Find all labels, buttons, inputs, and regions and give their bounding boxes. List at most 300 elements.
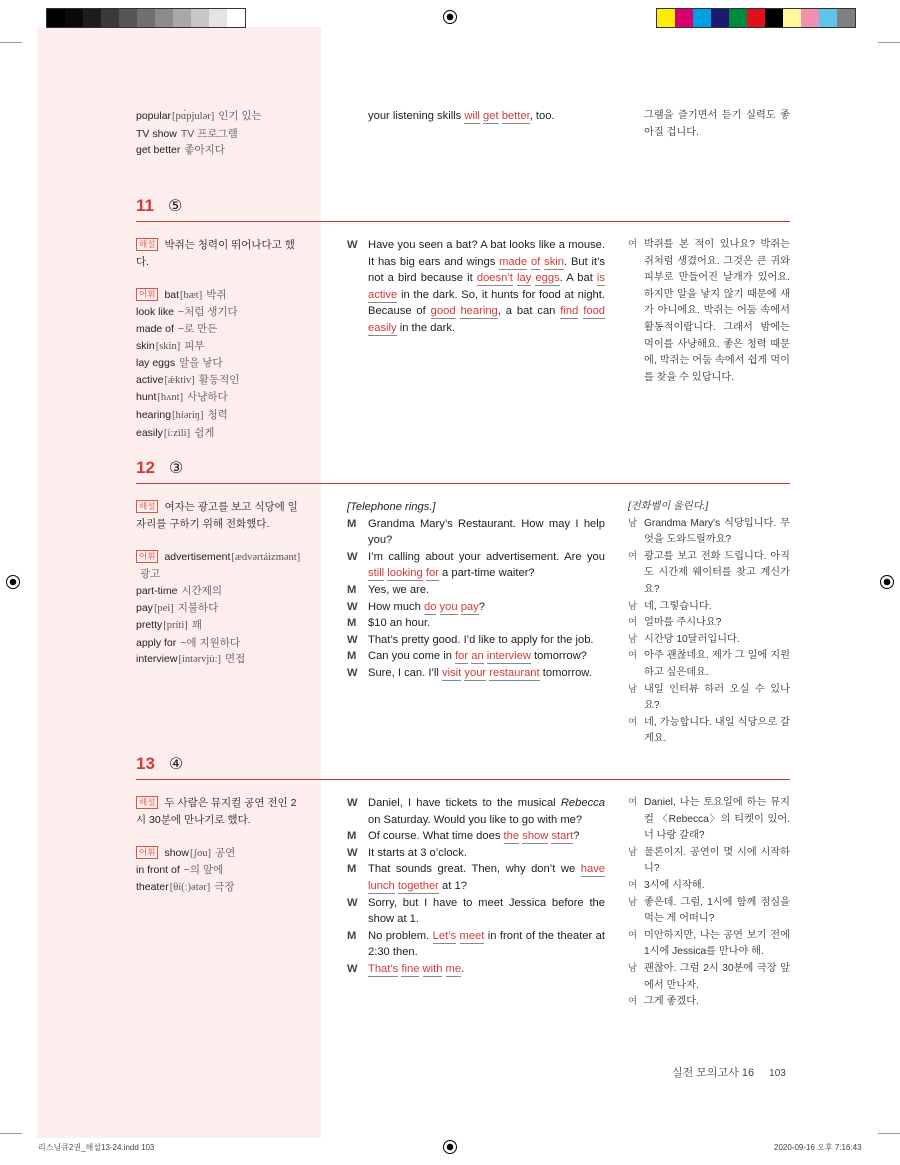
explanation-tag: 해설 [136, 500, 158, 513]
blank-answer: food [583, 305, 606, 318]
vocab-pronunciation: [ædvərtáizmənt] [231, 551, 301, 563]
dialogue-segment: Can you come in [368, 650, 456, 663]
dialogue-segment [456, 930, 459, 942]
speaker-label: M [347, 929, 357, 942]
blank-answer: with [422, 962, 443, 975]
vocab-item [136, 879, 306, 897]
translation-text: 그게 좋겠다. [644, 996, 699, 1008]
dialogue-segment: . But it’s not a bird because it [368, 255, 606, 285]
blank-answer: you [439, 600, 458, 613]
blank-answer: active [368, 288, 398, 301]
explanation-column [136, 795, 306, 897]
vocab-meaning: 공연 [214, 846, 236, 859]
vocab-item [136, 372, 306, 390]
blank-answer: easily [368, 321, 397, 334]
color-swatch [801, 9, 819, 27]
blank-answer: made [499, 255, 528, 268]
blank-answer: good [430, 305, 456, 318]
vocab-item [136, 142, 306, 159]
speaker-label: W [347, 962, 358, 975]
dialogue-line [347, 795, 605, 828]
dialogue-segment: Daniel, I have tickets to the musical [368, 797, 561, 809]
dialogue-line [347, 632, 605, 649]
vocab-item [136, 355, 306, 372]
spacer [136, 270, 306, 287]
registration-mark-icon [880, 575, 894, 589]
dialogue-line [347, 861, 605, 894]
color-swatch [65, 9, 83, 27]
dialogue-segment: in front of the theater at 2:30 then. [368, 929, 605, 959]
vocab-word: show [164, 846, 189, 859]
vocab-meaning: ~처럼 생기다 [177, 306, 238, 319]
color-swatch [83, 9, 101, 27]
dialogue-text [368, 582, 605, 599]
dialogue-line [347, 599, 605, 616]
crop-mark [0, 1133, 22, 1134]
registration-mark-icon [443, 1140, 457, 1154]
section-heading [136, 754, 183, 774]
vocab-meaning: 청력 [207, 408, 228, 421]
vocab-item [136, 304, 306, 321]
vocab-tag: 어휘 [136, 288, 158, 301]
explanation [136, 237, 306, 270]
explanation-tag: 해설 [136, 796, 158, 809]
dialogue [347, 795, 605, 978]
speaker-label: M [347, 830, 357, 843]
color-bar [656, 8, 856, 28]
dialogue-text [368, 795, 605, 828]
question-number: 11 [136, 196, 154, 215]
speaker-label-ko: 남 [628, 683, 638, 695]
speaker-label-ko: 여 [628, 239, 638, 250]
file-info: 리스닝큐2권_해설13-24.indd 103 [38, 1143, 155, 1152]
question-number: 12 [136, 458, 155, 477]
vocab-meaning: 꽤 [191, 619, 202, 632]
dialogue-segment: in the dark. So, it hunts for food at night. Because of [368, 288, 605, 318]
translation [628, 499, 790, 748]
dialogue-segment: in the dark. [396, 321, 456, 334]
vocab-word: lay eggs [136, 357, 176, 370]
dialogue-segment: . A bat [559, 272, 597, 285]
dialogue [347, 108, 605, 125]
speaker-label-ko: 남 [628, 633, 638, 645]
vocab-item [136, 126, 306, 143]
spacer [136, 532, 306, 549]
speaker-label: W [347, 633, 358, 646]
vocab-pronunciation: [skin] [155, 340, 181, 352]
dialogue-segment: tomorrow. [539, 666, 592, 679]
translation-line [628, 632, 790, 649]
vocab-word: theater [136, 880, 169, 893]
dialogue-segment: Sure, I can. I’ll [368, 666, 442, 679]
vocab-meaning: 극장 [214, 880, 235, 893]
vocab-item [136, 321, 306, 338]
explanation-text: 여자는 광고를 보고 식당에 일자리를 구하기 위해 전화했다. [136, 501, 298, 530]
vocab-word: in front of [136, 864, 180, 877]
speaker-label [347, 108, 368, 125]
vocab-word: apply for [136, 636, 177, 649]
explanation-text: 박쥐는 청력이 뛰어나다고 했다. [136, 239, 295, 268]
dialogue-segment: tomorrow? [530, 650, 587, 663]
vocab-word: interview [136, 653, 178, 666]
vocab-meaning: ~로 만든 [177, 322, 218, 335]
answer-choice: ③ [168, 460, 184, 477]
color-swatch [819, 9, 837, 27]
dialogue-line [347, 582, 605, 599]
blank-answer: better [501, 110, 530, 122]
vocab-pronunciation: [ʃou] [189, 847, 211, 859]
explanation-column [136, 499, 306, 669]
vocab-pronunciation: [ǽktiv] [164, 374, 195, 386]
translation-line [628, 994, 790, 1011]
color-swatch [173, 9, 191, 27]
color-swatch [209, 9, 227, 27]
registration-mark-icon [6, 575, 20, 589]
vocab-word: pay [136, 601, 153, 614]
translation-line [628, 961, 790, 994]
dialogue-text [368, 549, 605, 582]
translation-line [628, 928, 790, 961]
dialogue-segment: It starts at 3 o’clock. [368, 846, 467, 859]
blank-answer: restaurant [489, 666, 540, 679]
dialogue-text [368, 516, 605, 549]
vocab-word: hunt [136, 391, 157, 404]
vocab-item [136, 407, 306, 425]
color-swatch [227, 9, 245, 27]
translation-text: 광고를 보고 전화 드립니다. 아직도 시간제 웨이터를 찾고 계신가요? [644, 550, 790, 595]
vocab-pronunciation: [íntərvjùː] [178, 654, 222, 666]
color-swatch [765, 9, 783, 27]
vocab-tag: 어휘 [136, 550, 158, 563]
answer-choice: ④ [168, 756, 184, 773]
blank-answer: meet [459, 929, 485, 942]
vocab-word: skin [136, 339, 155, 352]
dialogue-text [368, 632, 605, 649]
vocab-meaning: 좋아지다 [184, 144, 225, 157]
dialogue-segment: Rebecca [560, 797, 605, 809]
blank-answer: start [551, 830, 574, 843]
speaker-label: W [347, 896, 358, 909]
vocab-meaning: ~에 지원하다 [180, 636, 241, 649]
section-heading [136, 458, 183, 478]
color-swatch [155, 9, 173, 27]
stage-direction-ko: [전화벨이 울린다.] [628, 501, 709, 512]
blank-answer: interview [486, 650, 531, 663]
crop-mark [878, 42, 900, 43]
vocab-pronunciation: [pei] [153, 602, 174, 614]
dialogue-text [368, 599, 605, 616]
blank-answer: find [560, 305, 579, 318]
dialogue-segment: your listening skills [368, 110, 465, 122]
vocab-word: bat [164, 288, 180, 301]
vocab-meaning: 광고 [140, 568, 161, 581]
speaker-label-ko: 여 [628, 879, 638, 891]
translation-line [628, 878, 790, 895]
speaker-label: W [347, 239, 358, 251]
question-number: 13 [136, 754, 155, 773]
vocab-word: made of [136, 322, 174, 335]
dialogue-text [368, 237, 605, 337]
page-footer [672, 1064, 786, 1080]
dialogue-segment: a part-time waiter? [438, 567, 535, 580]
speaker-label-ko: 여 [628, 550, 638, 562]
dialogue-segment: How much [368, 600, 424, 613]
vocab-pronunciation: [príti] [163, 620, 188, 632]
vocab-item [136, 108, 306, 126]
vocab-meaning: 알을 낳다 [179, 357, 223, 370]
vocab-meaning: 사냥하다 [187, 391, 228, 404]
vocab-word: pretty [136, 619, 163, 632]
speaker-label-ko: 남 [628, 962, 638, 974]
dialogue-text [368, 828, 605, 845]
dialogue-segment: Sorry, but I have to meet Jessica before the show at 1. [368, 896, 605, 926]
vocab-item [136, 425, 306, 443]
dialogue-segment: $10 an hour. [368, 617, 431, 630]
blank-answer: pay [460, 600, 479, 613]
dialogue-line [347, 615, 605, 632]
vocab-item [136, 389, 306, 407]
vocab-pronunciation: [pɑ́pjulər] [172, 111, 215, 122]
page-number: 103 [769, 1068, 786, 1079]
translation-line [628, 845, 790, 878]
vocab-word: popular [136, 110, 172, 122]
blank-answer: the [503, 830, 520, 843]
dialogue-text [368, 845, 605, 862]
speaker-label: W [347, 666, 358, 679]
dialogue-segment: That sounds great. Then, why don’t we [368, 863, 581, 876]
color-swatch [675, 9, 693, 27]
translation-line [628, 237, 790, 386]
section-divider [136, 221, 790, 222]
translation-line [628, 648, 790, 681]
spacer [136, 828, 306, 845]
vocab-item [136, 845, 306, 863]
speaker-label-ko: 여 [628, 797, 638, 808]
dialogue-segment: Of course. What time does [368, 830, 504, 843]
vocab-meaning: 면접 [225, 653, 246, 666]
explanation-text: 두 사람은 뮤지컬 공연 전인 2시 30분에 만나기로 했다. [136, 797, 297, 826]
translation-text: Grandma Mary’s 식당입니다. 무엇을 도와드릴까요? [644, 517, 790, 546]
vocab-word: part-time [136, 584, 178, 597]
dialogue-segment: I’m calling about your advertisement. Are you [368, 550, 605, 563]
translation-line [628, 895, 790, 928]
answer-choice: ⑤ [167, 198, 183, 215]
dialogue-text [368, 665, 605, 682]
blank-answer: fine [401, 962, 420, 975]
color-swatch [119, 9, 137, 27]
translation [628, 108, 790, 141]
vocab-meaning: 활동적인 [198, 373, 240, 386]
blank-answer: doesn’t [476, 272, 513, 285]
vocab-word: active [136, 373, 164, 386]
timestamp: 2020-09-16 오후 7:16:43 [774, 1143, 862, 1152]
vocab-word: look like [136, 306, 174, 319]
stage-direction: [Telephone rings.] [347, 501, 436, 513]
dialogue-line [347, 895, 605, 928]
vocab-pronunciation: [θí(ː)ətər] [169, 881, 211, 893]
vocab-item [136, 635, 306, 652]
vocab-item [136, 583, 306, 600]
translation-line [628, 516, 790, 549]
blank-answer: me [445, 962, 462, 975]
speaker-label-ko: 여 [628, 650, 638, 662]
color-swatch [729, 9, 747, 27]
speaker-label: W [347, 550, 358, 563]
translation-text: 미안하지만, 나는 공연 보기 전에 1시에 Jessica를 만나야 해. [644, 929, 790, 958]
blank-answer: skin [544, 255, 565, 268]
blank-answer: lunch [368, 879, 395, 892]
color-swatch [137, 9, 155, 27]
blank-answer: your [464, 666, 487, 679]
explanation [136, 499, 306, 532]
vocab-word: easily [136, 426, 163, 439]
translation-text: Daniel, 나는 토요일에 하는 뮤지컬 〈Rebecca〉의 티켓이 있어. 너 나랑 갈래? [644, 797, 790, 842]
blank-answer: That’s [368, 962, 399, 975]
translation-text: 괜찮아. 그럼 2시 30분에 극장 앞에서 만나자. [644, 962, 790, 991]
vocab-item [136, 338, 306, 356]
translation-text: 그램을 즐기면서 듣기 실력도 좋아질 겁니다. [644, 110, 790, 138]
color-swatch [191, 9, 209, 27]
blank-answer: together [397, 879, 439, 892]
vocab-word: hearing [136, 408, 172, 421]
dialogue-segment: , too. [529, 110, 555, 122]
blank-answer: Let’s [432, 929, 457, 942]
dialogue-segment: Grandma Mary’s Restaurant. How may I help you? [368, 517, 605, 547]
vocab-meaning: 인기 있는 [218, 110, 262, 122]
speaker-label-ko: 여 [628, 617, 638, 629]
translation-line [628, 795, 790, 845]
dialogue-text [368, 108, 605, 125]
translation [628, 237, 790, 386]
speaker-label-ko: 여 [628, 929, 638, 941]
dialogue-text [368, 895, 605, 928]
dialogue-segment: ? [573, 830, 580, 843]
speaker-label: M [347, 517, 357, 530]
registration-mark-icon [443, 10, 457, 24]
vocab-pronunciation: [íːzili] [163, 427, 191, 439]
section-heading [136, 196, 182, 216]
blank-answer: for [455, 650, 469, 663]
speaker-label: M [347, 863, 357, 876]
dialogue-line [347, 549, 605, 582]
vocab-word: TV show [136, 127, 177, 140]
translation-text: 3시에 시작해. [644, 879, 705, 891]
vocab-item [136, 862, 306, 879]
dialogue-line [347, 648, 605, 665]
vocab-item [136, 600, 306, 618]
dialogue-segment: ? [478, 600, 485, 613]
translation-line [628, 108, 790, 141]
blank-answer: get [483, 110, 499, 122]
dialogue-text [368, 648, 605, 665]
speaker-label-ko: 남 [628, 896, 638, 908]
blank-answer: show [522, 830, 549, 843]
dialogue-text [368, 861, 605, 894]
blank-answer: looking [387, 567, 423, 580]
dialogue-line [347, 237, 605, 337]
dialogue-segment: on Saturday. Would you like to go with me? [368, 813, 583, 826]
grayscale-bar [46, 8, 246, 28]
speaker-label: M [347, 583, 357, 596]
dialogue-segment: Yes, we are. [368, 583, 430, 596]
translation-text: 네, 가능합니다. 내일 식당으로 갈게요. [644, 716, 790, 745]
dialogue-line [347, 665, 605, 682]
dialogue-line [347, 961, 605, 978]
vocab-meaning: 쉽게 [194, 426, 215, 439]
blank-answer: will [464, 110, 480, 122]
blank-answer: have [580, 863, 605, 876]
translation-text: 얼마를 주시나요? [644, 617, 722, 629]
explanation-column [136, 237, 306, 442]
dialogue [347, 237, 605, 337]
translation-line [628, 549, 790, 599]
blank-answer: do [423, 600, 437, 613]
footer-section: 실전 모의고사 16 [672, 1067, 755, 1079]
color-swatch [47, 9, 65, 27]
vocab-pronunciation: [hʌnt] [157, 392, 184, 404]
dialogue-line [347, 928, 605, 961]
translation [628, 795, 790, 1011]
translation-line [628, 599, 790, 616]
explanation-tag: 해설 [136, 238, 158, 251]
dialogue-line [347, 845, 605, 862]
blank-answer: an [471, 650, 484, 663]
section-divider [136, 483, 790, 484]
dialogue-segment: Have you seen a bat? A bat looks like a mouse. It has big ears and wings [368, 239, 605, 268]
dialogue-segment: That’s pretty good. I’d like to apply for the job. [368, 633, 594, 646]
speaker-label: W [347, 797, 358, 809]
blank-answer: visit [442, 666, 462, 679]
vocab-tag: 어휘 [136, 846, 158, 859]
translation-text: 좋은데. 그럼, 1시에 함께 점심을 먹는 게 어떠니? [644, 896, 790, 925]
dialogue-segment: . [461, 962, 465, 975]
vocab-word: get better [136, 144, 181, 157]
translation-line [628, 715, 790, 748]
speaker-label: W [347, 600, 358, 613]
vocab-meaning: 피부 [184, 339, 205, 352]
translation-text: 시간당 10달러입니다. [644, 633, 740, 645]
speaker-label-ko: 남 [628, 517, 638, 529]
dialogue-segment: at 1? [438, 879, 467, 892]
blank-answer: eggs [535, 272, 560, 285]
color-swatch [693, 9, 711, 27]
translation-text: 아주 괜찮네요. 제가 그 일에 지원하고 싶은데요. [644, 650, 790, 678]
color-swatch [747, 9, 765, 27]
vocab-item [136, 617, 306, 635]
speaker-label-ko: 남 [628, 846, 638, 858]
vocab-item [136, 549, 306, 583]
vocab-item [136, 651, 306, 669]
dialogue-segment: No problem. [368, 929, 433, 942]
color-swatch [711, 9, 729, 27]
speaker-label: M [347, 617, 357, 630]
crop-mark [878, 1133, 900, 1134]
translation-text: 물론이지. 공연이 몇 시에 시작하니? [644, 846, 790, 875]
explanation [136, 795, 306, 828]
speaker-label-ko: 여 [628, 996, 638, 1008]
blank-answer: for [425, 567, 439, 580]
crop-mark [0, 42, 22, 43]
color-swatch [783, 9, 801, 27]
speaker-label-ko [628, 108, 644, 141]
vocab-meaning: ~의 앞에 [183, 864, 224, 877]
dialogue-line [347, 108, 605, 125]
speaker-label: W [347, 846, 358, 859]
blank-answer: of [530, 255, 541, 268]
color-swatch [837, 9, 855, 27]
dialogue [347, 499, 605, 682]
section-divider [136, 779, 790, 780]
